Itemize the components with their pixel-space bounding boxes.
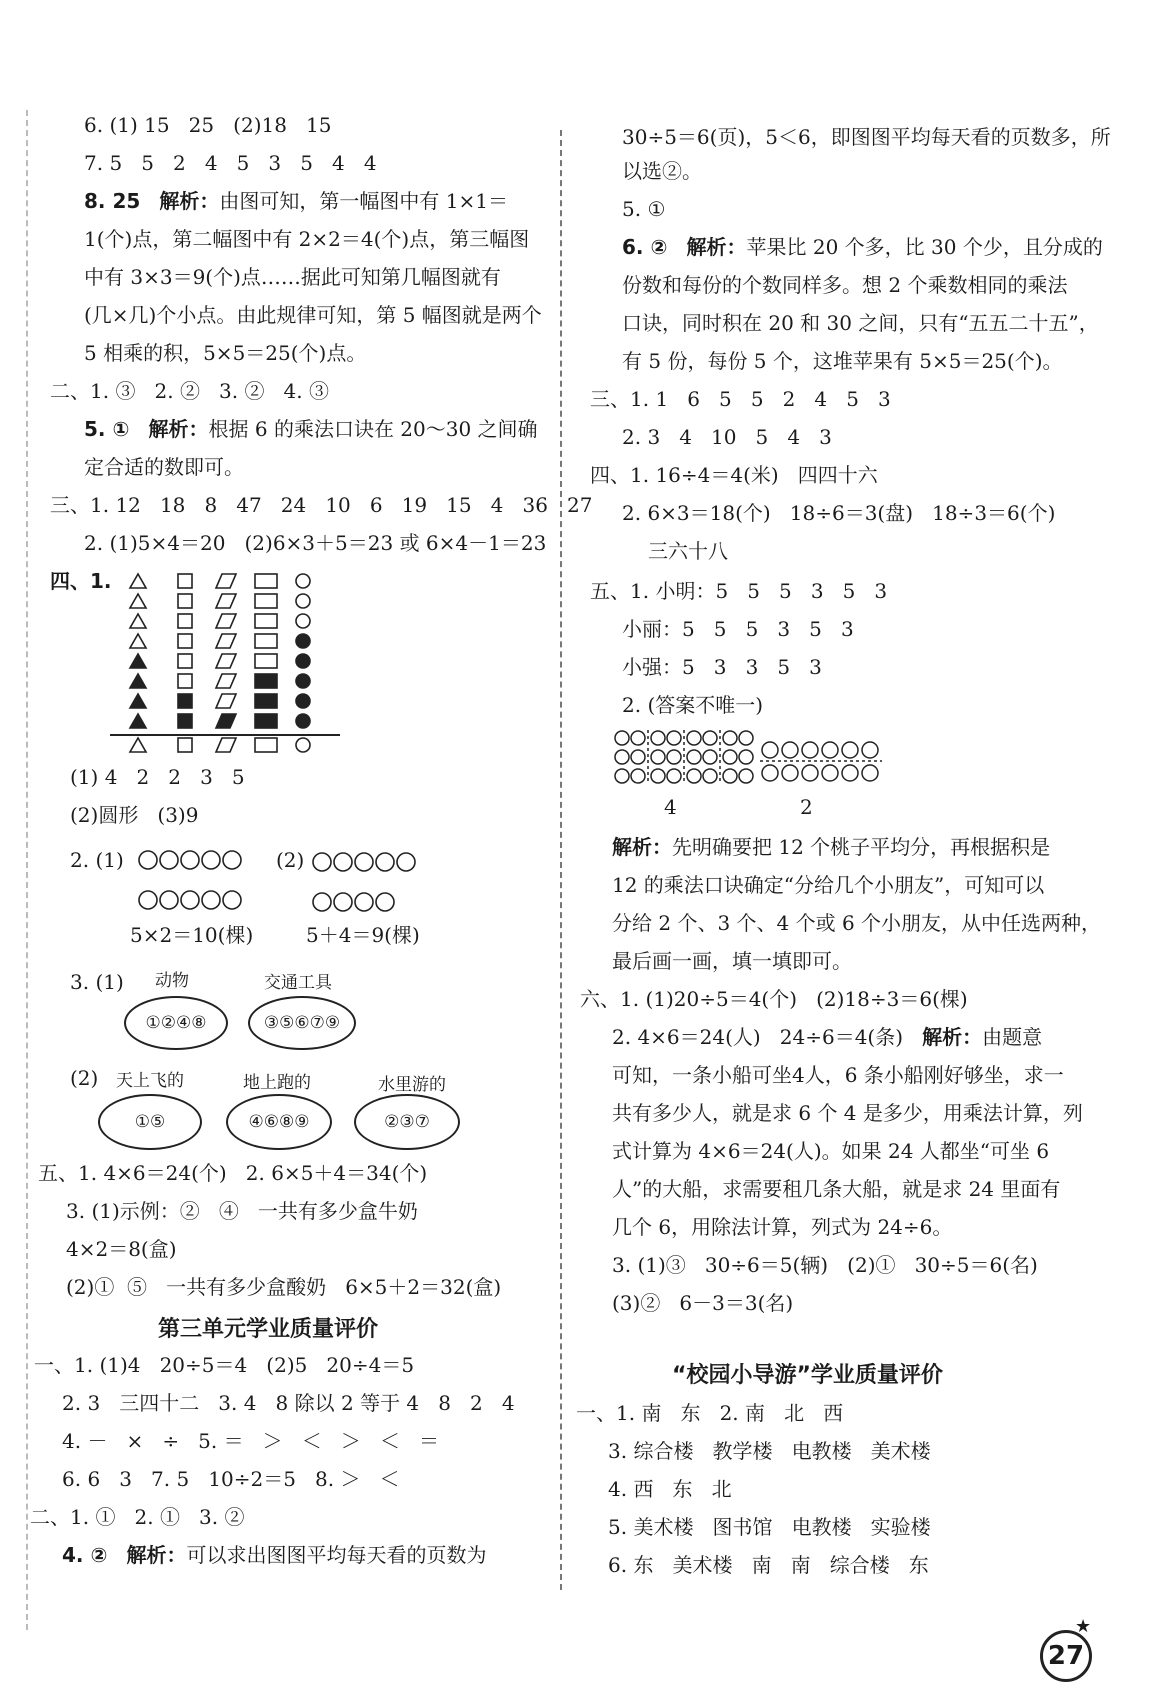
classification-ellipse: ②③⑦ [354,1094,460,1150]
question-label: 3. (1) [70,970,124,994]
classification-ellipse: ④⑥⑧⑨ [226,1094,332,1150]
answer-line: 人”的大船，求需要租几条大船，就是求 24 里面有 [612,1177,1061,1201]
answer-line: 1(个)点，第二幅图中有 2×2＝4(个)点，第三幅图 [84,227,530,251]
answer-line: 6. 6 3 7. 5 10÷2＝5 8. ＞ ＜ [62,1467,400,1491]
section-title: “校园小导游”学业质量评价 [672,1363,943,1388]
page-number: 27 [1040,1630,1092,1682]
analysis-tag: 解析： [686,235,747,259]
answer-line: 一、1. 南 东 2. 南 北 西 [576,1401,844,1425]
answer-line: 以选②。 [622,159,702,183]
answer-line: 小强：5 3 3 5 3 [622,655,822,679]
answer-line: 4×2＝8(盒) [66,1237,177,1261]
answer-line: 5 相乘的积，5×5＝25(个)点。 [84,341,367,365]
analysis-tag: 解析： [612,835,672,859]
group-label: 天上飞的 [116,1071,184,1091]
answer-line: (几×几)个小点。由此规律可知，第 5 幅图就是两个 [84,303,542,327]
answer-text: 由题意 [982,1025,1043,1049]
answer-line: (2)① ⑤ 一共有多少盒酸奶 6×5＋2＝32(盒) [66,1275,502,1299]
answer-line [612,832,1050,862]
answer-line: 2. (1)5×4＝20 (2)6×3＋5＝23 或 6×4－1＝23 [84,531,547,555]
left-margin-dashes [26,110,28,1630]
answer-line: 3. (1)示例：② ④ 一共有多少盒牛奶 [66,1199,418,1223]
answer-line [612,1022,1042,1052]
answer-text: 先明确要把 12 个桃子平均分，再根据积是 [672,835,1051,859]
answer-line: 三、1. 1 6 5 5 2 4 5 3 [590,387,891,411]
question-label: (2) [276,848,305,872]
answer-line: 可知，一条小船可坐4人，6 条小船刚好够坐，求一 [612,1063,1064,1087]
question-number: 8. 25 [84,189,141,213]
analysis-tag: 解析： [126,1543,187,1567]
answer-line: 2. 6×3＝18(个) 18÷6＝3(盘) 18÷3＝6(个) [622,501,1056,525]
classification-ellipse: ③⑤⑥⑦⑨ [248,996,356,1050]
answer-line [84,186,508,216]
answer-line: 2. 3 4 10 5 4 3 [622,425,832,449]
answer-line: 六、1. (1)20÷5＝4(个) (2)18÷3＝6(棵) [580,987,968,1011]
answer-line: 分给 2 个、3 个、4 个或 6 个小朋友，从中任选两种， [612,911,1102,935]
answer-line: 有 5 份，每份 5 个，这堆苹果有 5×5＝25(个)。 [622,349,1063,373]
analysis-tag: 解析： [922,1025,983,1049]
question-number: 6. ② [622,235,668,259]
answer-line: 二、1. ③ 2. ② 3. ② 4. ③ [50,379,329,403]
parallelogram-column [216,574,236,728]
answer-line: 6. 东 美术楼 南 南 综合楼 东 [608,1553,929,1577]
answer-line: 7. 5 5 2 4 5 3 5 4 4 [84,151,377,175]
answer-line: 4. － × ÷ 5. ＝ ＞ ＜ ＞ ＜ ＝ [62,1429,439,1453]
answer-line: 三、1. 12 18 8 47 24 10 6 19 15 4 36 27 [50,493,593,517]
classification-ellipse: ①⑤ [98,1094,202,1150]
answer-line: 5. ① [622,197,666,221]
pictograph [110,570,350,755]
equation: 5×2＝10(棵) [130,923,254,947]
answer-line: 定合适的数即可。 [84,455,244,479]
analysis-tag: 解析： [159,189,220,213]
circle-column [296,574,310,728]
answer-line: (1) 4 2 2 3 5 [70,765,245,789]
group-label: 交通工具 [264,973,332,993]
answer-line: 二、1. ① 2. ① 3. ② [30,1505,245,1529]
answer-line: 几个 6，用除法计算，列式为 24÷6。 [612,1215,953,1239]
answer-text: 苹果比 20 个多，比 30 个少，且分成的 [746,235,1103,259]
answer-line: 4. 西 东 北 [608,1477,732,1501]
answer-line: 五、1. 小明：5 5 5 3 5 3 [590,579,888,603]
group-label: 水里游的 [378,1075,446,1095]
answer-line: 份数和每份的个数同样多。想 2 个乘数相同的乘法 [622,273,1068,297]
answer-line: (3)② 6－3＝3(名) [612,1291,794,1315]
triangle-column [130,574,146,728]
star-icon: ★ [1075,1616,1092,1637]
answer-line [622,232,1103,262]
answer-line: 一、1. (1)4 20÷5＝4 (2)5 20÷4＝5 [34,1353,415,1377]
question-number: 5. ① [84,417,130,441]
equation: 5＋4＝9(棵) [306,923,420,947]
answer-line: 口诀，同时积在 20 和 30 之间，只有“五五二十五”， [622,311,1099,335]
column-divider [560,130,562,1590]
answer-text: 根据 6 的乘法口诀在 20～30 之间确 [208,417,538,441]
answer-line: 2. (答案不唯一) [622,693,764,717]
diagram-count: 4 [664,795,677,819]
square-column [178,574,192,728]
answer-line: 5. 美术楼 图书馆 电教楼 实验楼 [608,1515,931,1539]
question-label: 2. (1) [70,848,124,872]
answer-text: 可以求出图图平均每天看的页数为 [186,1543,487,1567]
answer-text: 2. 4×6＝24(人) 24÷6＝4(条) [612,1025,904,1049]
answer-line: 四、1. 16÷4＝4(米) 四四十六 [590,463,878,487]
question-label: (2) [70,1066,99,1090]
answer-line: 3. (1)③ 30÷6＝5(辆) (2)① 30÷5＝6(名) [612,1253,1038,1277]
circle-group-q2-1 [138,848,250,918]
answer-line: 2. 3 三四十二 3. 4 8 除以 2 等于 4 8 2 4 [62,1391,515,1415]
answer-line: 中有 3×3＝9(个)点……据此可知第几幅图就有 [84,265,501,289]
answer-line: 式计算为 4×6＝24(人)。如果 24 人都坐“可坐 6 [612,1139,1050,1163]
answer-line: 四、1. [50,569,112,593]
question-number: 4. ② [62,1543,108,1567]
rectangle-column [255,574,277,728]
peach-division-diagram [614,730,914,792]
answer-line: 6. (1) 15 25 (2)18 15 [84,113,332,137]
answer-line: 三六十八 [648,539,728,563]
classification-ellipse: ①②④⑧ [124,996,228,1050]
answer-line: 12 的乘法口诀确定“分给几个小朋友”，可知可以 [612,873,1045,897]
diagram-count: 2 [800,795,813,819]
section-title: 第三单元学业质量评价 [158,1317,379,1342]
answer-line [84,414,538,444]
analysis-tag: 解析： [148,417,209,441]
answer-line: 共有多少人，就是求 6 个 4 是多少，用乘法计算，列 [612,1101,1083,1125]
circle-group-q2-2 [312,850,424,920]
answer-line: 30÷5＝6(页)，5＜6，即图图平均每天看的页数多，所 [622,125,1111,149]
answer-text: 由图可知，第一幅图中有 1×1＝ [219,189,508,213]
answer-line: 小丽：5 5 5 3 5 3 [622,617,854,641]
answer-line [62,1540,487,1570]
answer-line: 最后画一画，填一填即可。 [612,949,852,973]
group-label: 动物 [155,971,189,991]
answer-line: 3. 综合楼 教学楼 电教楼 美术楼 [608,1439,931,1463]
answer-line: (2)圆形 (3)9 [70,803,199,827]
group-label: 地上跑的 [243,1073,311,1093]
answer-line: 五、1. 4×6＝24(个) 2. 6×5＋4＝34(个) [38,1161,428,1185]
